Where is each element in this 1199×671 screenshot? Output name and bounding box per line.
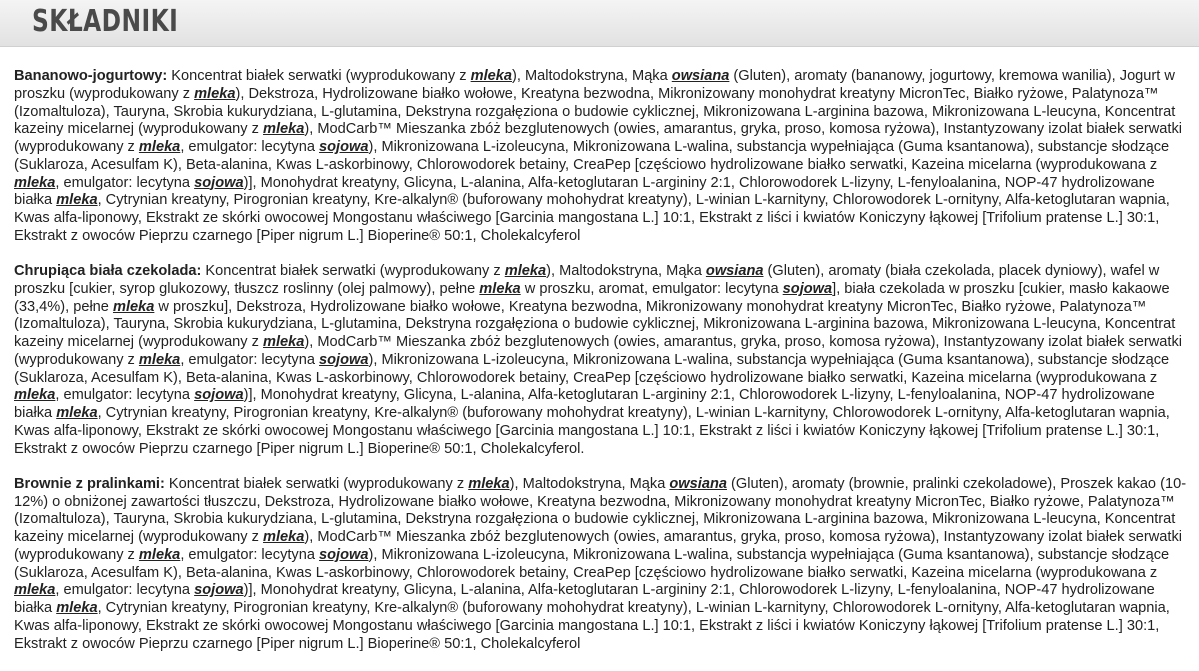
ingredient-text: ), Maltodokstryna, Mąka bbox=[512, 68, 672, 84]
allergen-highlight: mleka bbox=[194, 85, 236, 102]
flavor-name: Chrupiąca biała czekolada: bbox=[14, 263, 202, 279]
ingredient-text: ), ModCarb™ Mieszanka zbóż bezglutenowych (owies, amarantus, gryka, proso, komosa ryżowa), Instantyzowany izolat białek serwatki (wyprodukowany z bbox=[14, 334, 1183, 368]
allergen-highlight: mleka bbox=[14, 387, 56, 404]
ingredients-section bbox=[14, 68, 1189, 246]
allergen-highlight: sojowa bbox=[319, 546, 369, 563]
allergen-highlight: mleka bbox=[14, 582, 56, 599]
allergen-highlight: mleka bbox=[263, 334, 305, 350]
allergen-highlight: sojowa bbox=[194, 582, 244, 599]
allergen-highlight: sojowa bbox=[319, 351, 369, 368]
ingredient-text: , emulgator: lecytyna bbox=[180, 546, 320, 563]
ingredient-text: (Gluten), aromaty (brownie, pralinki czekoladowe), Proszek kakao (10-12%) o obniżonej zawartości tłuszczu, Dekstroza, Hydrolizowane białko wołowe, Kreatyna bezwodna, Mikronizowany monohydrat kreatyny MicronTec, Białko ryżowe, Palatynoza™ (Izomaltuloza), Tauryna, Skrobia kukurydziana, L-glutamina, Dekstryna rozgałęziona o budowie cyklicznej, Mikronizowana L-arginina bazowa, Mikronizowana L-leucyna, Koncentrat kazeiny micelarnej (wyprodukowany z bbox=[14, 475, 1187, 545]
ingredients-section bbox=[14, 476, 1189, 654]
ingredients-text bbox=[14, 476, 1186, 652]
ingredient-text: , Cytrynian kreatyny, Pirogronian kreatyny, Kre-alkalyn® (buforowany mohohydrat kreatyny), L-winian L-karnityny, Chlorowodorek L-ornityny, Alfa-ketoglutaran wapnia, Kwas alfa-liponowy, Ekstrakt ze skórki owocowej Mongostanu właściwego [Garcinia mangostana L.] 10:1, Ekstrakt z liści i kwiatów Koniczyny łąkowej [Trifolium pratense L.] 30:1, Ekstrakt z owoców Pieprzu czarnego [Piper nigrum L.] Bioperine® 50:1, Cholekalcyferol. bbox=[14, 405, 1170, 457]
ingredients-list bbox=[14, 68, 1189, 671]
allergen-highlight: mleka bbox=[138, 139, 181, 155]
allergen-highlight: sojowa bbox=[319, 139, 369, 155]
allergen-highlight: mleka bbox=[138, 546, 181, 563]
ingredient-text: ), Maltodokstryna, Mąka bbox=[509, 475, 670, 492]
allergen-highlight: mleka bbox=[479, 280, 521, 297]
allergen-highlight: mleka bbox=[263, 529, 305, 545]
ingredient-text: ), Mikronizowana L-izoleucyna, Mikronizowana L-walina, substancja wypełniająca (Guma ksantanowa), substancje słodzące (Suklaroza, Acesulfam K), Beta-alanina, Kwas L-askorbinowy, Chlorowodorek betainy, CreaPep [częściowo hydrolizowane białko serwatki, Kazeina micelarna (wyprodukowana z bbox=[14, 546, 1170, 581]
ingredients-text bbox=[14, 68, 1182, 244]
ingredient-text: w proszku, aromat, emulgator: lecytyna bbox=[520, 280, 783, 297]
ingredient-text: )], Monohydrat kreatyny, Glicyna, L-alanina, Alfa-ketoglutaran L-argininy 2:1, Chlorowodorek L-lizyny, L-fenyloalanina, NOP-47 hydrolizowane białka bbox=[14, 582, 1155, 616]
ingredient-text: )], Monohydrat kreatyny, Glicyna, L-alanina, Alfa-ketoglutaran L-argininy 2:1, Chlorowodorek L-lizyny, L-fenyloalanina, NOP-47 hydrolizowane białka bbox=[14, 174, 1155, 209]
ingredient-text: (Gluten), aromaty (bananowy, jogurtowy, kremowa wanilia), Jogurt w proszku (wyprodukowany z bbox=[14, 68, 1175, 102]
ingredient-text: ], biała czekolada w proszku [cukier, masło kakaowe (33,4%), pełne bbox=[14, 280, 1170, 315]
allergen-highlight: mleka bbox=[138, 351, 181, 368]
ingredient-text: , emulgator: lecytyna bbox=[55, 387, 195, 404]
ingredient-text: ), ModCarb™ Mieszanka zbóż bezglutenowych (owies, amarantus, gryka, proso, komosa ryżowa), Instantyzowany izolat białek serwatki (wyprodukowany z bbox=[14, 529, 1183, 563]
allergen-highlight: mleka bbox=[263, 121, 305, 138]
ingredient-text: Koncentrat białek serwatki (wyprodukowany z bbox=[164, 475, 469, 492]
section-header bbox=[0, 0, 1199, 47]
ingredient-text: ), Mikronizowana L-izoleucyna, Mikronizowana L-walina, substancja wypełniająca (Guma ksantanowa), substancje słodzące (Suklaroza, Acesulfam K), Beta-alanina, Kwas L-askorbinowy, Chlorowodorek betainy, CreaPep [częściowo hydrolizowane białko serwatki, Kazeina micelarna (wyprodukowana z bbox=[14, 351, 1170, 386]
ingredient-text: Koncentrat białek serwatki (wyprodukowany z bbox=[201, 263, 505, 279]
allergen-highlight: mleka bbox=[504, 263, 547, 279]
allergen-highlight: mleka bbox=[112, 298, 155, 315]
allergen-highlight: sojowa bbox=[782, 280, 833, 297]
ingredient-text: , emulgator: lecytyna bbox=[55, 582, 195, 599]
allergen-highlight: sojowa bbox=[194, 387, 244, 404]
allergen-highlight: mleka bbox=[56, 600, 98, 616]
ingredient-text: , Cytrynian kreatyny, Pirogronian kreatyny, Kre-alkalyn® (buforowany mohohydrat kreatyny), L-winian L-karnityny, Chlorowodorek L-ornityny, Alfa-ketoglutaran wapnia, Kwas alfa-liponowy, Ekstrakt ze skórki owocowej Mongostanu właściwego [Garcinia mangostana L.] 10:1, Ekstrakt z liści i kwiatów Koniczyny łąkowej [Trifolium pratense L.] 30:1, Ekstrakt z owoców Pieprzu czarnego [Piper nigrum L.] Bioperine® 50:1, Cholekalcyferol bbox=[14, 600, 1170, 652]
allergen-highlight: mleka bbox=[56, 192, 98, 209]
ingredients-section bbox=[14, 263, 1189, 458]
allergen-highlight: owsiana bbox=[669, 475, 727, 492]
ingredients-text bbox=[14, 263, 1182, 457]
ingredient-text: , Cytrynian kreatyny, Pirogronian kreatyny, Kre-alkalyn® (buforowany mohohydrat kreatyny), L-winian L-karnityny, Chlorowodorek L-ornityny, Alfa-ketoglutaran wapnia, Kwas alfa-liponowy, Ekstrakt ze skórki owocowej Mongostanu właściwego [Garcinia mangostana L.] 10:1, Ekstrakt z liści i kwiatów Koniczyny łąkowej [Trifolium pratense L.] 30:1, Ekstrakt z owoców Pieprzu czarnego [Piper nigrum L.] Bioperine® 50:1, Cholekalcyferol bbox=[14, 192, 1170, 244]
allergen-highlight: sojowa bbox=[194, 174, 244, 191]
ingredient-text: , emulgator: lecytyna bbox=[180, 139, 320, 155]
ingredient-text: , emulgator: lecytyna bbox=[180, 351, 320, 368]
page-title: SKŁADNIKI bbox=[32, 4, 179, 39]
ingredient-text: Koncentrat białek serwatki (wyprodukowany z bbox=[167, 68, 471, 84]
ingredient-text: w proszku], Dekstroza, Hydrolizowane białko wołowe, Kreatyna bezwodna, Mikronizowany monohydrat kreatyny MicronTec, Białko ryżowe, Palatynoza™ (Izomaltuloza), Tauryna, Skrobia kukurydziana, L-glutamina, Dekstryna rozgałęziona o budowie cyklicznej, Mikronizowana L-arginina bazowa, Mikronizowana L-leucyna, Koncentrat kazeiny micelarnej (wyprodukowany z bbox=[14, 298, 1176, 350]
allergen-highlight: mleka bbox=[56, 405, 98, 421]
flavor-name: Brownie z pralinkami: bbox=[14, 475, 165, 492]
ingredient-text: , emulgator: lecytyna bbox=[55, 174, 195, 191]
ingredient-text: ), ModCarb™ Mieszanka zbóż bezglutenowych (owies, amarantus, gryka, proso, komosa ryżowa), Instantyzowany izolat białek serwatki (wyprodukowany z bbox=[14, 121, 1183, 155]
allergen-highlight: owsiana bbox=[671, 68, 730, 84]
allergen-highlight: mleka bbox=[468, 475, 510, 492]
ingredient-text: )], Monohydrat kreatyny, Glicyna, L-alanina, Alfa-ketoglutaran L-argininy 2:1, Chlorowodorek L-lizyny, L-fenyloalanina, NOP-47 hydrolizowane białka bbox=[14, 387, 1155, 421]
allergen-highlight: mleka bbox=[14, 174, 56, 191]
flavor-name: Bananowo-jogurtowy: bbox=[14, 68, 168, 84]
ingredient-text: (Gluten), aromaty (biała czekolada, placek dyniowy), wafel w proszku [cukier, syrop glukozowy, tłuszcz roslinny (olej palmowy), pełne bbox=[14, 263, 1160, 297]
ingredient-text: ), Maltodokstryna, Mąka bbox=[546, 263, 706, 279]
ingredient-text: ), Mikronizowana L-izoleucyna, Mikronizowana L-walina, substancja wypełniająca (Guma ksantanowa), substancje słodzące (Suklaroza, Acesulfam K), Beta-alanina, Kwas L-askorbinowy, Chlorowodorek betainy, CreaPep [częściowo hydrolizowane białko serwatki, Kazeina micelarna (wyprodukowana z bbox=[14, 139, 1170, 173]
allergen-highlight: owsiana bbox=[705, 263, 764, 279]
allergen-highlight: mleka bbox=[470, 68, 512, 84]
ingredient-text: ), Dekstroza, Hydrolizowane białko wołowe, Kreatyna bezwodna, Mikronizowany monohydrat kreatyny MicronTec, Białko ryżowe, Palatynoza™ (Izomaltuloza), Tauryna, Skrobia kukurydziana, L-glutamina, Dekstryna rozgałęziona o budowie cyklicznej, Mikronizowana L-arginina bazowa, Mikronizowana L-leucyna, Koncentrat kazeiny micelarnej (wyprodukowany z bbox=[14, 85, 1176, 138]
